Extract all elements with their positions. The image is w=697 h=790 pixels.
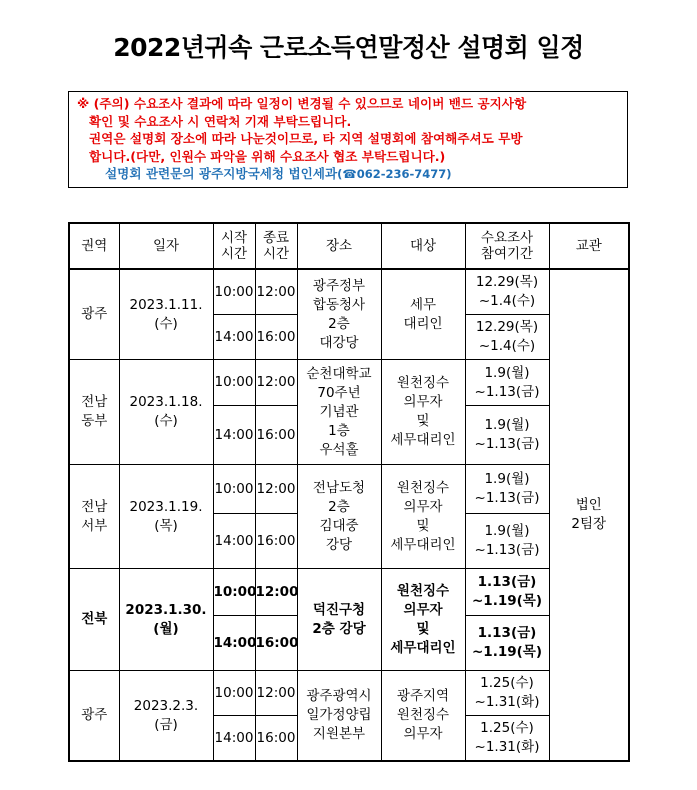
survey-period-cell (465, 465, 549, 514)
start-time-cell-text: 14:00 (213, 634, 257, 651)
table-header-row (69, 223, 629, 269)
contact-phone-wrap: (☎062-236-7477) (337, 167, 452, 181)
end-time-cell (255, 716, 297, 762)
end-time-cell-text: 16:00 (255, 634, 299, 651)
start-time-cell-text: 10:00 (214, 480, 254, 497)
header-target: 대상 (381, 223, 465, 269)
start-time-cell (213, 406, 255, 465)
start-time-cell-text: 14:00 (214, 328, 254, 345)
survey-period-cell-text: 1.9(월) ~1.13(금) (474, 417, 540, 452)
end-time-cell (255, 465, 297, 514)
notice-line-1: ※ (주의) 수요조사 결과에 따라 일정이 변경될 수 있으므로 네이버 밴드 공지사항 (77, 96, 527, 111)
start-time-cell (213, 569, 255, 616)
end-time-cell-text: 12:00 (256, 480, 296, 497)
region-cell-text: 광주 (81, 707, 108, 723)
header-end-time: 종료 시간 (255, 223, 297, 269)
place-cell (297, 269, 381, 360)
place-cell-text: 광주광역시 일가정양립 지원본부 (306, 688, 372, 742)
start-time-cell (213, 514, 255, 569)
header-region: 권역 (69, 223, 119, 269)
end-time-cell-text: 12:00 (255, 583, 299, 600)
start-time-cell-text: 14:00 (214, 729, 254, 746)
page-title: 2022년귀속 근로소득연말정산 설명회 일정 (113, 33, 584, 62)
dept-cell-text: 법인 2팀장 (571, 497, 607, 532)
start-time-cell (213, 671, 255, 716)
start-time-cell (213, 315, 255, 360)
survey-period-cell-text: 1.9(월) ~1.13(금) (474, 471, 540, 506)
start-time-cell (213, 465, 255, 514)
contact-phone: 062-236-7477) (356, 167, 452, 181)
place-cell-text: 광주정부 합동청사 2층 대강당 (312, 277, 366, 351)
place-cell-text: 덕진구청 2층 강당 (312, 601, 366, 637)
dept-cell (549, 269, 629, 761)
survey-period-cell-text: 1.13(금) ~1.19(목) (471, 574, 542, 609)
target-cell-text: 광주지역 원천징수 의무자 (396, 688, 450, 742)
notice-line-2: 확인 및 수요조사 시 연락처 기재 부탁드립니다. (89, 113, 352, 129)
header-start-time: 시작 시간 (213, 223, 255, 269)
region-cell (69, 465, 119, 569)
survey-period-cell-text: 1.9(월) ~1.13(금) (474, 364, 540, 400)
phone-icon: ☎ (342, 167, 357, 181)
end-time-cell (255, 514, 297, 569)
date-cell-text: 2023.1.19. (목) (129, 498, 203, 534)
end-time-cell (255, 569, 297, 616)
header-date: 일자 (119, 223, 213, 269)
contact-text: 설명회 관련문의 광주지방국세청 법인세과 (105, 166, 338, 181)
date-cell (119, 360, 213, 465)
target-cell (381, 465, 465, 569)
target-cell (381, 671, 465, 762)
end-time-cell-text: 16:00 (256, 328, 296, 345)
date-cell (119, 465, 213, 569)
target-cell-text: 세무 대리인 (403, 296, 443, 332)
survey-period-cell (465, 315, 549, 360)
region-cell-text: 전남 서부 (81, 498, 108, 534)
start-time-cell-text: 14:00 (214, 532, 254, 549)
survey-period-cell (465, 360, 549, 406)
notice-line-3: 권역은 설명회 장소에 따라 나눈것이므로, 타 지역 설명회에 참여해주셔도 무방 (89, 131, 523, 146)
start-time-cell (213, 269, 255, 315)
table-row (69, 360, 629, 406)
survey-period-cell-text: 1.25(수) ~1.31(화) (474, 675, 540, 710)
place-cell (297, 465, 381, 569)
region-cell (69, 671, 119, 762)
survey-period-cell-text: 12.29(목) ~1.4(수) (475, 319, 539, 354)
notice-line-4: 합니다.(다만, 인원수 파악을 위해 수요조사 협조 부탁드립니다.) (89, 148, 446, 164)
survey-period-cell (465, 569, 549, 616)
survey-period-cell (465, 406, 549, 465)
header-place: 장소 (297, 223, 381, 269)
target-cell (381, 269, 465, 360)
start-time-cell-text: 10:00 (213, 583, 257, 600)
region-cell-text: 전남 동부 (81, 394, 108, 429)
table-row (69, 569, 629, 616)
target-cell-text: 원천징수 의무자 및 세무대리인 (390, 479, 456, 553)
survey-period-cell-text: 1.25(수) ~1.31(화) (474, 720, 540, 755)
end-time-cell (255, 616, 297, 671)
end-time-cell (255, 269, 297, 315)
date-cell (119, 269, 213, 360)
table-row (69, 269, 629, 315)
notice-contact (77, 165, 621, 184)
table-row (69, 465, 629, 514)
end-time-cell-text: 16:00 (256, 729, 296, 746)
end-time-cell (255, 671, 297, 716)
region-cell (69, 569, 119, 671)
end-time-cell-text: 16:00 (256, 532, 296, 549)
date-cell-text: 2023.2.3. (금) (133, 697, 199, 733)
start-time-cell-text: 10:00 (214, 374, 254, 390)
header-dept: 교관 (549, 223, 629, 269)
notice-box (68, 91, 628, 188)
start-time-cell (213, 616, 255, 671)
place-cell-text: 전남도청 2층 김대중 강당 (312, 479, 366, 553)
end-time-cell-text: 12:00 (256, 283, 296, 300)
region-cell-text: 전북 (81, 611, 108, 627)
survey-period-cell (465, 671, 549, 716)
survey-period-cell-text: 1.13(금) ~1.19(목) (471, 625, 542, 660)
region-cell (69, 269, 119, 360)
survey-period-cell (465, 716, 549, 762)
end-time-cell-text: 12:00 (256, 374, 296, 390)
place-cell-text: 순천대학교 70주년 기념관 1층 우석홀 (306, 365, 372, 458)
survey-period-cell (465, 616, 549, 671)
target-cell (381, 360, 465, 465)
survey-period-cell-text: 12.29(목) ~1.4(수) (475, 274, 539, 309)
table-row (69, 671, 629, 716)
target-cell-text: 원천징수 의무자 및 세무대리인 (390, 582, 456, 656)
place-cell (297, 671, 381, 762)
end-time-cell (255, 315, 297, 360)
date-cell-text: 2023.1.18. (수) (129, 394, 203, 429)
region-cell (69, 360, 119, 465)
start-time-cell-text: 10:00 (214, 684, 254, 701)
end-time-cell-text: 16:00 (256, 426, 296, 443)
target-cell (381, 569, 465, 671)
date-cell-text: 2023.1.11. (수) (129, 296, 203, 332)
start-time-cell-text: 10:00 (214, 283, 254, 300)
survey-period-cell-text: 1.9(월) ~1.13(금) (474, 523, 540, 558)
schedule-table (68, 222, 630, 762)
place-cell (297, 360, 381, 465)
survey-period-cell (465, 269, 549, 315)
end-time-cell (255, 360, 297, 406)
header-survey-period: 수요조사 참여기간 (465, 223, 549, 269)
target-cell-text: 원천징수 의무자 및 세무대리인 (390, 375, 456, 448)
start-time-cell (213, 716, 255, 762)
date-cell-text: 2023.1.30. (월) (125, 601, 207, 637)
end-time-cell (255, 406, 297, 465)
end-time-cell-text: 12:00 (256, 684, 296, 701)
place-cell (297, 569, 381, 671)
start-time-cell-text: 14:00 (214, 426, 254, 443)
date-cell (119, 671, 213, 762)
region-cell-text: 광주 (81, 306, 108, 322)
date-cell (119, 569, 213, 671)
survey-period-cell (465, 514, 549, 569)
start-time-cell (213, 360, 255, 406)
